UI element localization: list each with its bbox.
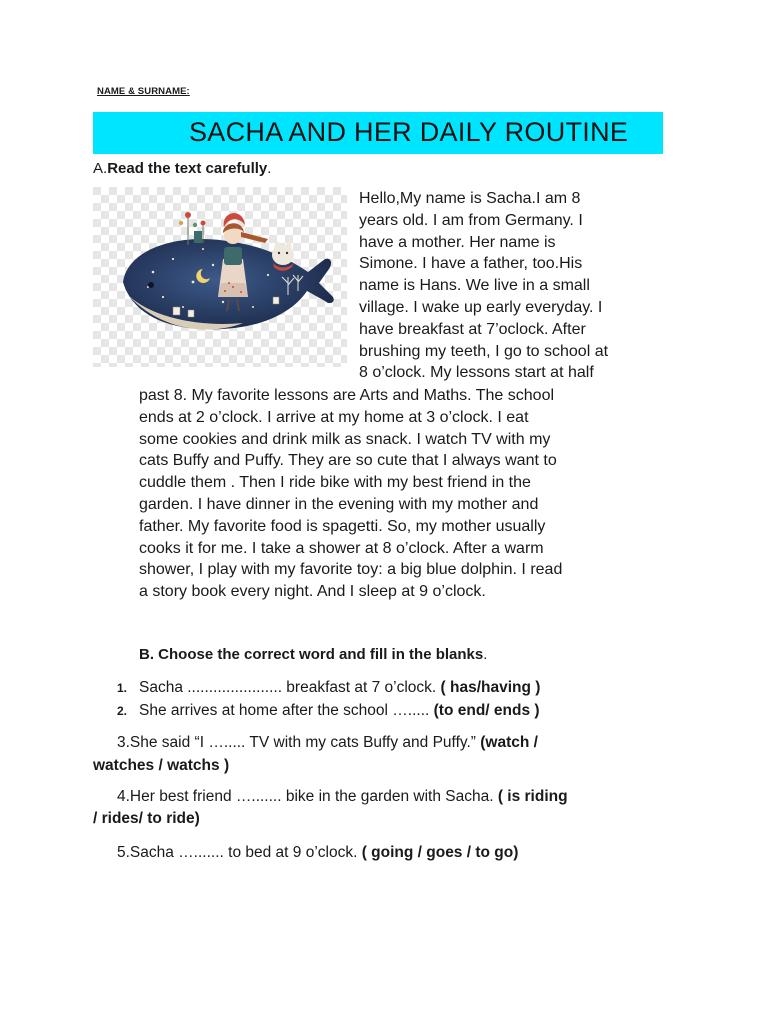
question-text: 4.Her best friend …....... bike in the garden with Sacha. [117, 788, 498, 805]
question-options: watches / watchs ) [93, 757, 230, 774]
question-number: 1. [117, 681, 128, 695]
section-b-suffix: . [483, 646, 488, 663]
question-text: Sacha ...................... breakfast at 7 o’clock. [139, 679, 441, 696]
question-3-continued [93, 757, 229, 775]
section-a-suffix: . [267, 160, 272, 177]
question-text: 3.She said “I …..... TV with my cats Buffy and Puffy.” [117, 734, 481, 751]
passage-beside-image [359, 188, 679, 384]
passage-line: have a mother. Her name is [359, 233, 556, 251]
question-number: 2. [117, 704, 128, 718]
passage-line: garden. I have dinner in the evening with my mother and [139, 495, 539, 513]
question-3 [117, 734, 538, 752]
section-b-instruction [139, 646, 487, 663]
question-1 [117, 679, 540, 697]
passage-line: shower, I play with my favorite toy: a big blue dolphin. I read [139, 561, 563, 579]
question-4-continued [93, 810, 200, 828]
passage-line: father. My favorite food is spagetti. So, my mother usually [139, 517, 546, 535]
name-surname-label: NAME & SURNAME: [97, 86, 190, 97]
passage-line: Simone. I have a father, too.His [359, 255, 583, 273]
page-title: SACHA AND HER DAILY ROUTINE [189, 117, 629, 147]
passage-line: 8 o’clock. My lessons start at half [359, 364, 594, 382]
question-options: (watch / [480, 734, 538, 751]
passage-line: name is Hans. We live in a small [359, 277, 590, 295]
passage-line: ends at 2 o’clock. I arrive at my home at 3 o’clock. I eat [139, 408, 529, 426]
passage-line: past 8. My favorite lessons are Arts and Maths. The school [139, 387, 555, 404]
passage-line: years old. I am from Germany. I [359, 211, 583, 229]
question-2 [117, 702, 540, 720]
section-a-prefix: A. [93, 160, 108, 177]
title-banner [93, 112, 663, 154]
question-options: ( has/having ) [440, 679, 541, 696]
passage-line: a story book every night. And I sleep at 9 o’clock. [139, 583, 486, 601]
passage-line: some cookies and drink milk as snack. I watch TV with my [139, 430, 551, 448]
passage-line: brushing my teeth, I go to school at [359, 342, 609, 360]
question-options: ( going / goes / to go) [361, 844, 519, 861]
passage-line: cuddle them . Then I ride bike with my best friend in the [139, 474, 531, 492]
question-options: ( is riding [497, 788, 568, 805]
passage-line: have breakfast at 7’oclock. After [359, 320, 586, 338]
passage-below-image [139, 385, 679, 603]
question-4 [117, 788, 568, 806]
passage-line: cats Buffy and Puffy. They are so cute that I always want to [139, 452, 557, 470]
question-options: / rides/ to ride) [93, 810, 200, 827]
whale-with-girl-and-cat-illustration [93, 187, 347, 367]
passage-line: Hello,My name is Sacha.I am 8 [359, 190, 581, 207]
question-5 [117, 844, 518, 862]
question-text: 5.Sacha …....... to bed at 9 o’clock. [117, 844, 362, 861]
section-a-text: Read the text carefully [107, 160, 268, 177]
section-a-instruction [93, 160, 271, 177]
question-options: (to end/ ends ) [433, 702, 540, 719]
passage-line: cooks it for me. I take a shower at 8 o’clock. After a warm [139, 539, 544, 557]
question-text: She arrives at home after the school …..... [139, 702, 434, 719]
section-b-text: . Choose the correct word and fill in the blanks [149, 646, 484, 663]
passage-line: village. I wake up early everyday. I [359, 298, 603, 316]
section-b-prefix: B [139, 646, 150, 663]
